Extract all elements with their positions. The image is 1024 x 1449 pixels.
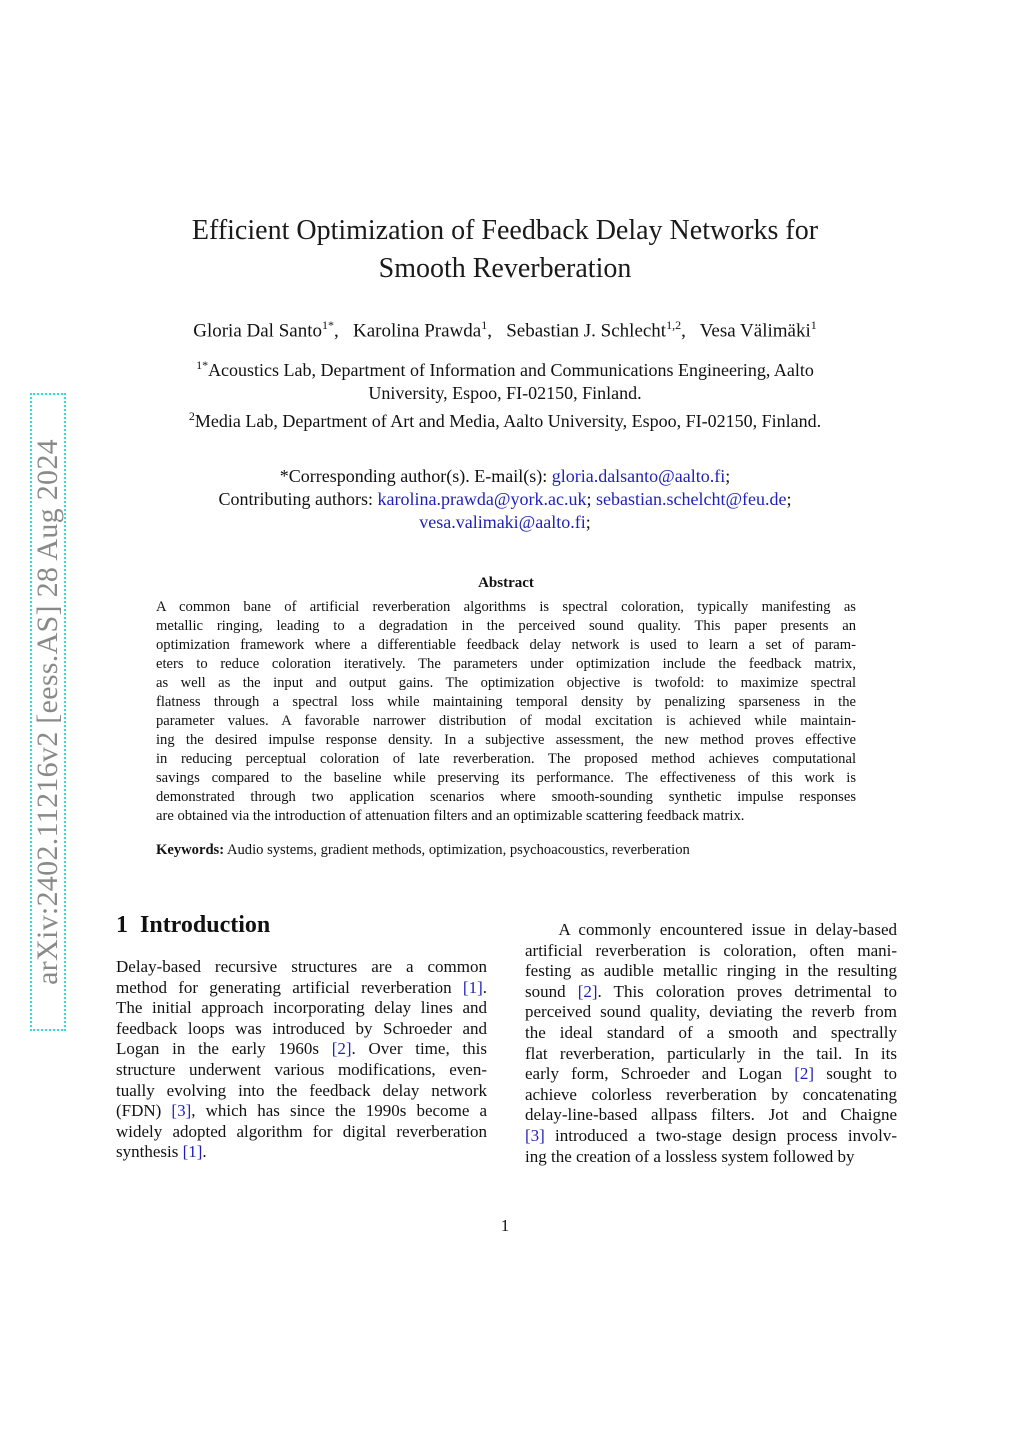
affiliation-text: Acoustics Lab, Department of Information and Communications Engineering, Aalto xyxy=(208,360,814,380)
text-segment: Delay-based recursive structures are a common xyxy=(116,957,487,976)
abstract-heading: Abstract xyxy=(478,575,534,591)
text-line xyxy=(525,1044,897,1065)
text-segment: perceived sound quality, deviating the reverb from xyxy=(525,1002,897,1022)
author-separator: , xyxy=(333,320,349,342)
author-affiliation-mark: 1 xyxy=(481,318,488,332)
text-line xyxy=(525,982,897,1003)
author-affiliation-mark: 1 xyxy=(810,318,817,332)
separator: ; xyxy=(585,512,591,532)
page-number: 1 xyxy=(500,1216,510,1235)
contributing-line xyxy=(100,488,910,511)
text-segment: . xyxy=(202,1142,207,1162)
text-segment: synthesis xyxy=(116,1142,183,1162)
keywords-text: Audio systems, gradient methods, optimization, psychoacoustics, reverberation xyxy=(224,842,690,858)
affiliation-1 xyxy=(100,354,910,382)
corresponding-label: *Corresponding author(s). E-mail(s): xyxy=(279,466,552,486)
text-segment: early form, Schroeder and Logan xyxy=(525,1064,795,1084)
text-segment: introduced a two-stage design process involv- xyxy=(544,1125,897,1145)
affiliation-mark: 1* xyxy=(196,358,209,372)
section-number: 1 xyxy=(116,912,128,938)
author-separator: , xyxy=(487,320,502,342)
text-line xyxy=(525,1126,897,1147)
text-segment: (FDN) xyxy=(116,1101,172,1121)
text-segment: festing as audible metallic ringing in the resulting xyxy=(525,961,897,981)
author-affiliation-mark: 1* xyxy=(321,318,334,332)
separator: ; xyxy=(586,489,592,509)
text-line xyxy=(116,978,487,999)
text-segment: widely adopted algorithm for digital reverberation xyxy=(116,1121,487,1141)
author-list xyxy=(100,318,910,342)
title-line-2: Smooth Reverberation xyxy=(378,253,632,284)
section-title: Introduction xyxy=(140,912,271,938)
abstract-line: metallic ringing, leading to a degradation in the perceived sound quality. This paper presents an xyxy=(156,618,856,634)
text-line xyxy=(525,920,897,941)
text-line xyxy=(116,1142,487,1163)
abstract-line: parameter values. A favorable narrower distribution of modal excitation is achieved while maintain- xyxy=(156,713,856,729)
abstract-line: ing the desired impulse response density. In a subjective assessment, the new method proves effective xyxy=(156,732,856,748)
text-line xyxy=(525,1147,897,1168)
text-segment: achieve colorless reverberation by concatenating xyxy=(525,1084,897,1104)
email-link[interactable]: karolina.prawda@york.ac.uk xyxy=(377,489,587,509)
affiliation-1-cont: University, Espoo, FI-02150, Finland. xyxy=(368,383,642,403)
text-line xyxy=(116,1101,487,1122)
contributing-label: Contributing authors: xyxy=(218,489,378,509)
abstract-body xyxy=(156,598,856,826)
text-line xyxy=(116,1122,487,1143)
text-segment: structure underwent various modifications, even- xyxy=(116,1059,487,1079)
text-line xyxy=(116,1019,487,1040)
separator: ; xyxy=(725,466,731,486)
text-segment: , which has since the 1990s become a xyxy=(191,1101,487,1121)
text-segment: feedback loops was introduced by Schroeder and xyxy=(116,1018,487,1038)
abstract-line: optimization framework where a differentiable feedback delay network is used to learn a set of param- xyxy=(156,637,856,653)
text-segment: . This coloration proves detrimental to xyxy=(597,981,897,1001)
correspondence xyxy=(100,465,910,534)
title-line-1: Efficient Optimization of Feedback Delay Networks for xyxy=(191,215,819,246)
paper-title xyxy=(120,212,890,288)
text-segment: flat reverberation, particularly in the tail. In its xyxy=(525,1043,897,1063)
text-segment: tually evolving into the feedback delay network xyxy=(116,1080,487,1100)
affiliation-mark: 2 xyxy=(188,409,195,423)
text-segment: method for generating artificial reverberation xyxy=(116,977,463,997)
abstract-line: demonstrated through two application scenarios where smooth-sounding synthetic impulse responses xyxy=(156,789,856,805)
text-line xyxy=(525,1023,897,1044)
text-line xyxy=(116,1039,487,1060)
body-column-right xyxy=(525,920,897,1167)
separator: ; xyxy=(786,489,792,509)
citation-link[interactable]: [1] xyxy=(182,1142,203,1162)
corresponding-email-link[interactable]: gloria.dalsanto@aalto.fi xyxy=(551,466,726,486)
abstract-line: eters to reduce coloration iteratively. The parameters under optimization include the feedback matrix, xyxy=(156,656,856,672)
citation-link[interactable]: [2] xyxy=(794,1064,815,1084)
citation-link[interactable]: [3] xyxy=(525,1125,545,1145)
text-segment: sought to xyxy=(814,1064,897,1084)
text-line xyxy=(525,1064,897,1085)
arxiv-sidebar[interactable] xyxy=(30,393,66,1031)
arxiv-identifier[interactable]: arXiv:2402.11216v2 [eess.AS] 28 Aug 2024 xyxy=(31,439,64,985)
abstract-line: are obtained via the introduction of attenuation filters and an optimizable scattering feedback matrix. xyxy=(156,808,745,824)
text-segment: delay-line-based allpass filters. Jot and Chaigne xyxy=(525,1105,897,1125)
affiliation-2 xyxy=(100,405,910,433)
author-name: Sebastian J. Schlecht xyxy=(506,320,667,342)
text-segment: artificial reverberation is coloration, often mani- xyxy=(525,940,897,960)
author-name: Gloria Dal Santo xyxy=(193,320,322,342)
text-segment: ing the creation of a lossless system followed by xyxy=(525,1146,855,1166)
author-affiliation-mark: 1,2 xyxy=(666,318,682,332)
text-segment: sound xyxy=(525,981,578,1001)
text-line xyxy=(116,1081,487,1102)
citation-link[interactable]: [1] xyxy=(462,977,483,997)
author-name: Vesa Välimäki xyxy=(699,320,811,342)
text-segment: A commonly encountered issue in delay-based xyxy=(525,920,897,939)
text-line xyxy=(525,1002,897,1023)
abstract-line: as well as the input and output gains. The optimization objective is twofold: to maximize spectral xyxy=(156,675,856,691)
citation-link[interactable]: [2] xyxy=(577,981,598,1001)
contributing-line-2 xyxy=(100,511,910,534)
abstract-line: savings compared to the baseline while preserving its performance. The effectiveness of this work is xyxy=(156,770,856,786)
text-segment: The initial approach incorporating delay lines and xyxy=(116,998,487,1018)
affiliation-text: Media Lab, Department of Art and Media, Aalto University, Espoo, FI-02150, Finland. xyxy=(194,411,822,431)
text-line xyxy=(116,998,487,1019)
section-heading xyxy=(116,912,270,939)
text-segment: the ideal standard of a smooth and spectrally xyxy=(525,1022,897,1042)
text-line xyxy=(525,941,897,962)
abstract-line: flatness through a spectral loss while maintaining temporal density by penalizing sparseness in the xyxy=(156,694,856,710)
author-separator: , xyxy=(681,320,696,342)
affiliations xyxy=(100,354,910,433)
text-line xyxy=(525,961,897,982)
citation-link[interactable]: [3] xyxy=(171,1101,192,1121)
corresponding-line xyxy=(100,465,910,488)
text-line xyxy=(525,1085,897,1106)
text-segment: Logan in the early 1960s xyxy=(116,1039,332,1059)
text-line xyxy=(116,1060,487,1081)
text-line xyxy=(525,1105,897,1126)
email-link[interactable]: sebastian.schelcht@feu.de xyxy=(595,489,787,509)
keywords-label: Keywords: xyxy=(156,842,225,858)
email-link[interactable]: vesa.valimaki@aalto.fi xyxy=(419,512,586,532)
author-name: Karolina Prawda xyxy=(352,320,482,342)
body-column-left xyxy=(116,957,487,1163)
text-line xyxy=(116,957,487,978)
text-segment: . xyxy=(482,977,487,997)
text-segment: . Over time, this xyxy=(351,1039,488,1059)
abstract-line: A common bane of artificial reverberation algorithms is spectral coloration, typically manifesting as xyxy=(156,599,856,615)
citation-link[interactable]: [2] xyxy=(331,1039,352,1059)
keywords xyxy=(156,842,856,859)
abstract-line: in reducing perceptual coloration of late reverberation. The proposed method achieves computational xyxy=(156,751,856,767)
